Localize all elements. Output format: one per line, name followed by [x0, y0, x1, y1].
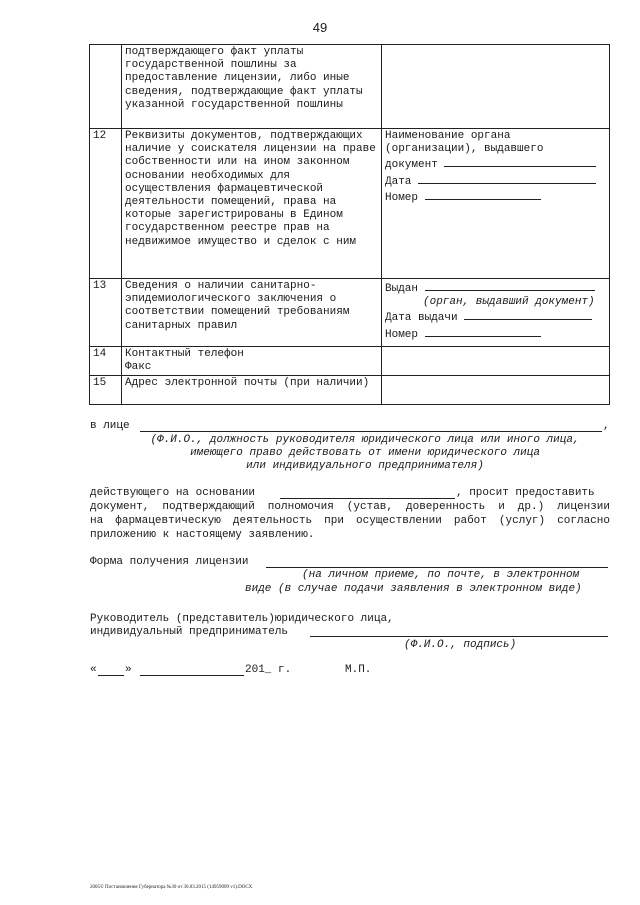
basis-suffix: , просит предоставить [456, 487, 595, 499]
row-number: 12 [90, 129, 122, 279]
table-row [90, 45, 610, 129]
table-row [90, 279, 610, 347]
table-row [90, 129, 610, 279]
row-number: 13 [90, 279, 122, 347]
row-description: Реквизиты документов, подтверждающих наличие у соискателя лицензии на праве собственности или на ином законном основании необходимых для осуществления фармацевтической деятельности помещений, права на которые зарегистрированы в Едином государственном реестре прав на недвижимое имущество и сделок с ним [122, 129, 382, 279]
row-number: 14 [90, 347, 122, 376]
date-open-quote: « [90, 664, 97, 676]
table-row [90, 376, 610, 405]
issue-date-label: Дата выдачи [385, 312, 458, 325]
document-footer: 2005© Постановление Губернатора №30 от 30.03.2015 (14959009 v1).DOCX [90, 885, 253, 890]
number-input[interactable] [425, 189, 541, 200]
face-note-3: или индивидуального предпринимателя) [246, 460, 484, 472]
issue-date-input[interactable] [464, 309, 592, 320]
row-description: подтверждающего факт уплаты государственной пошлины за предоставление лицензии, либо иные сведения, подтверждающие факт уплаты указанной государственной пошлины [122, 45, 382, 129]
face-comma: , [603, 420, 610, 432]
basis-input[interactable] [280, 498, 455, 499]
table-row [90, 347, 610, 376]
row-description: Адрес электронной почты (при наличии) [122, 376, 382, 405]
row-description: Сведения о наличии санитарно-эпидемиологического заключения о соответствии помещений требованиям санитарных правил [122, 279, 382, 347]
receipt-note-1: (на личном приеме, по почте, в электронном [302, 569, 580, 581]
date-input[interactable] [418, 173, 596, 184]
month-input[interactable] [140, 675, 244, 676]
organ-name-label: Наименование органа [385, 130, 511, 142]
receipt-label: Форма получения лицензии [90, 556, 249, 568]
fax-label: Факс [125, 361, 152, 374]
document-label: документ [385, 159, 438, 172]
row-value-cell[interactable] [382, 129, 610, 279]
page-number: 49 [312, 20, 328, 35]
number-label: Номер [385, 191, 419, 204]
row-value-cell[interactable] [382, 376, 610, 405]
number-input[interactable] [425, 326, 541, 337]
face-input[interactable] [140, 431, 602, 432]
row-number: 15 [90, 376, 122, 405]
organ-name-label-2: (организации), выдавшего [385, 143, 544, 156]
receipt-note-2: виде (в случае подачи заявления в электронном виде) [245, 583, 582, 595]
issued-label: Выдан [385, 283, 419, 295]
basis-text-4: приложению к настоящему заявлению. [90, 529, 315, 541]
issued-input[interactable] [425, 280, 595, 291]
face-label: в лице [90, 420, 130, 432]
face-note-1: (Ф.И.О., должность руководителя юридического лица или иного лица, [150, 434, 580, 446]
basis-text-2: документ, подтверждающий полномочия (устав, доверенность и др.) лицензии [90, 501, 610, 513]
signature-input[interactable] [310, 636, 608, 637]
row-value-cell[interactable] [382, 45, 610, 129]
row-value-cell[interactable] [382, 279, 610, 347]
document-input[interactable] [444, 156, 596, 167]
signature-label-2: индивидуальный предприниматель [90, 626, 289, 638]
date-label: Дата [385, 175, 412, 188]
date-close-quote: » [125, 664, 132, 676]
face-note-2: имеющего право действовать от имени юридического лица [190, 447, 540, 459]
row-number [90, 45, 122, 129]
application-table [89, 44, 610, 405]
number-label: Номер [385, 328, 419, 341]
row-value-cell[interactable] [382, 347, 610, 376]
year-label: 201_ г. [245, 664, 292, 676]
signature-label-1: Руководитель (представитель)юридического лица, [90, 613, 394, 625]
stamp-label: М.П. [345, 664, 372, 676]
basis-label: действующего на основании [90, 487, 256, 499]
day-input[interactable] [98, 675, 124, 676]
phone-label: Контактный телефон [125, 348, 244, 360]
issued-note: (орган, выдавший документ) [423, 296, 595, 309]
signature-note: (Ф.И.О., подпись) [404, 639, 517, 651]
basis-text-3: на фармацевтическую деятельность при осуществлении работ (услуг) согласно [90, 515, 610, 527]
